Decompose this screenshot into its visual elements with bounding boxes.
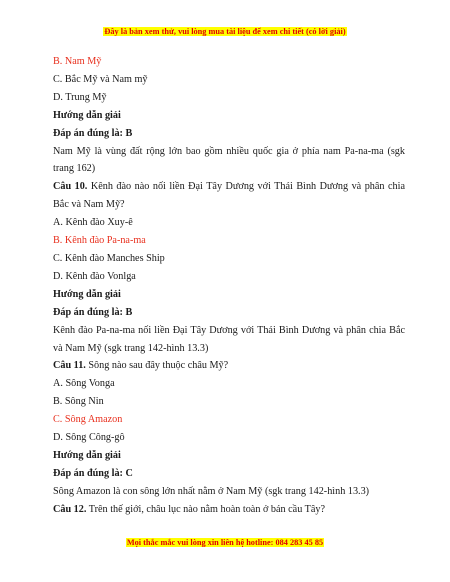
q12-question [53,501,405,519]
q10-option-a: A. Kênh đào Xuy-ê [53,217,133,229]
q11-guide-heading: Hướng dẫn giải [53,449,121,461]
q11-text: Sông nào sau đây thuộc châu Mỹ? [85,360,229,372]
q10-option-b-correct: B. Kênh đào Pa-na-ma [53,235,146,247]
q9-guide-heading: Hướng dẫn giải [53,109,121,121]
q11-answer: Đáp án đúng là: C [53,467,133,479]
q9-explanation: Nam Mỹ là vùng đất rộng lớn bao gồm nhiều quốc gia ở phía nam Pa-na-ma (sgk trang 162) [53,145,405,175]
preview-notice-text: Đây là bản xem thử, vui lòng mua tài liệu để xem chi tiết (có lời giải) [104,27,346,36]
q10-explanation: Kênh đào Pa-na-ma nối liền Đại Tây Dương với Thái Bình Dương và phân chia Bắc và Nam Mỹ (sgk trang 142-hình 13.3) [53,324,405,354]
q11-label: Câu 11. [53,360,86,372]
q9-option-b-correct: B. Nam Mỹ [53,56,102,67]
q10-text: Kênh đào nào nối liền Đại Tây Dương với Thái Bình Dương và phân chia Bắc và Nam Mỹ? [53,181,405,211]
q11-question [53,357,405,375]
q11-explanation: Sông Amazon là con sông lớn nhất nằm ở Nam Mỹ (sgk trang 142-hình 13.3) [53,485,370,497]
q10-question [53,178,405,214]
q10-option-d: D. Kênh đào Vonlga [53,270,136,282]
q9-option-c: C. Bắc Mỹ và Nam mỹ [53,73,148,85]
q11-option-c-correct: C. Sông Amazon [53,414,123,426]
hotline-banner [0,537,450,548]
q10-answer: Đáp án đúng là: B [53,306,133,318]
q10-label: Câu 10. [53,181,88,193]
q12-label: Câu 12. [53,503,87,515]
q10-guide-heading: Hướng dẫn giải [53,288,121,300]
q9-option-d: D. Trung Mỹ [53,91,107,103]
q11-option-d: D. Sông Công-gô [53,432,125,444]
document-body [53,53,405,519]
hotline-text: Mọi thắc mắc vui lòng xin liên hệ hotline: 084 283 45 85 [126,538,324,547]
q10-option-c: C. Kênh đào Manches Ship [53,252,165,264]
q11-option-b: B. Sông Nin [53,396,104,408]
q9-answer: Đáp án đúng là: B [53,127,133,139]
preview-notice-banner [0,26,450,37]
q12-text: Trên thế giới, châu lục nào nằm hoàn toàn ở bán cầu Tây? [86,503,326,515]
q11-option-a: A. Sông Vonga [53,378,115,390]
